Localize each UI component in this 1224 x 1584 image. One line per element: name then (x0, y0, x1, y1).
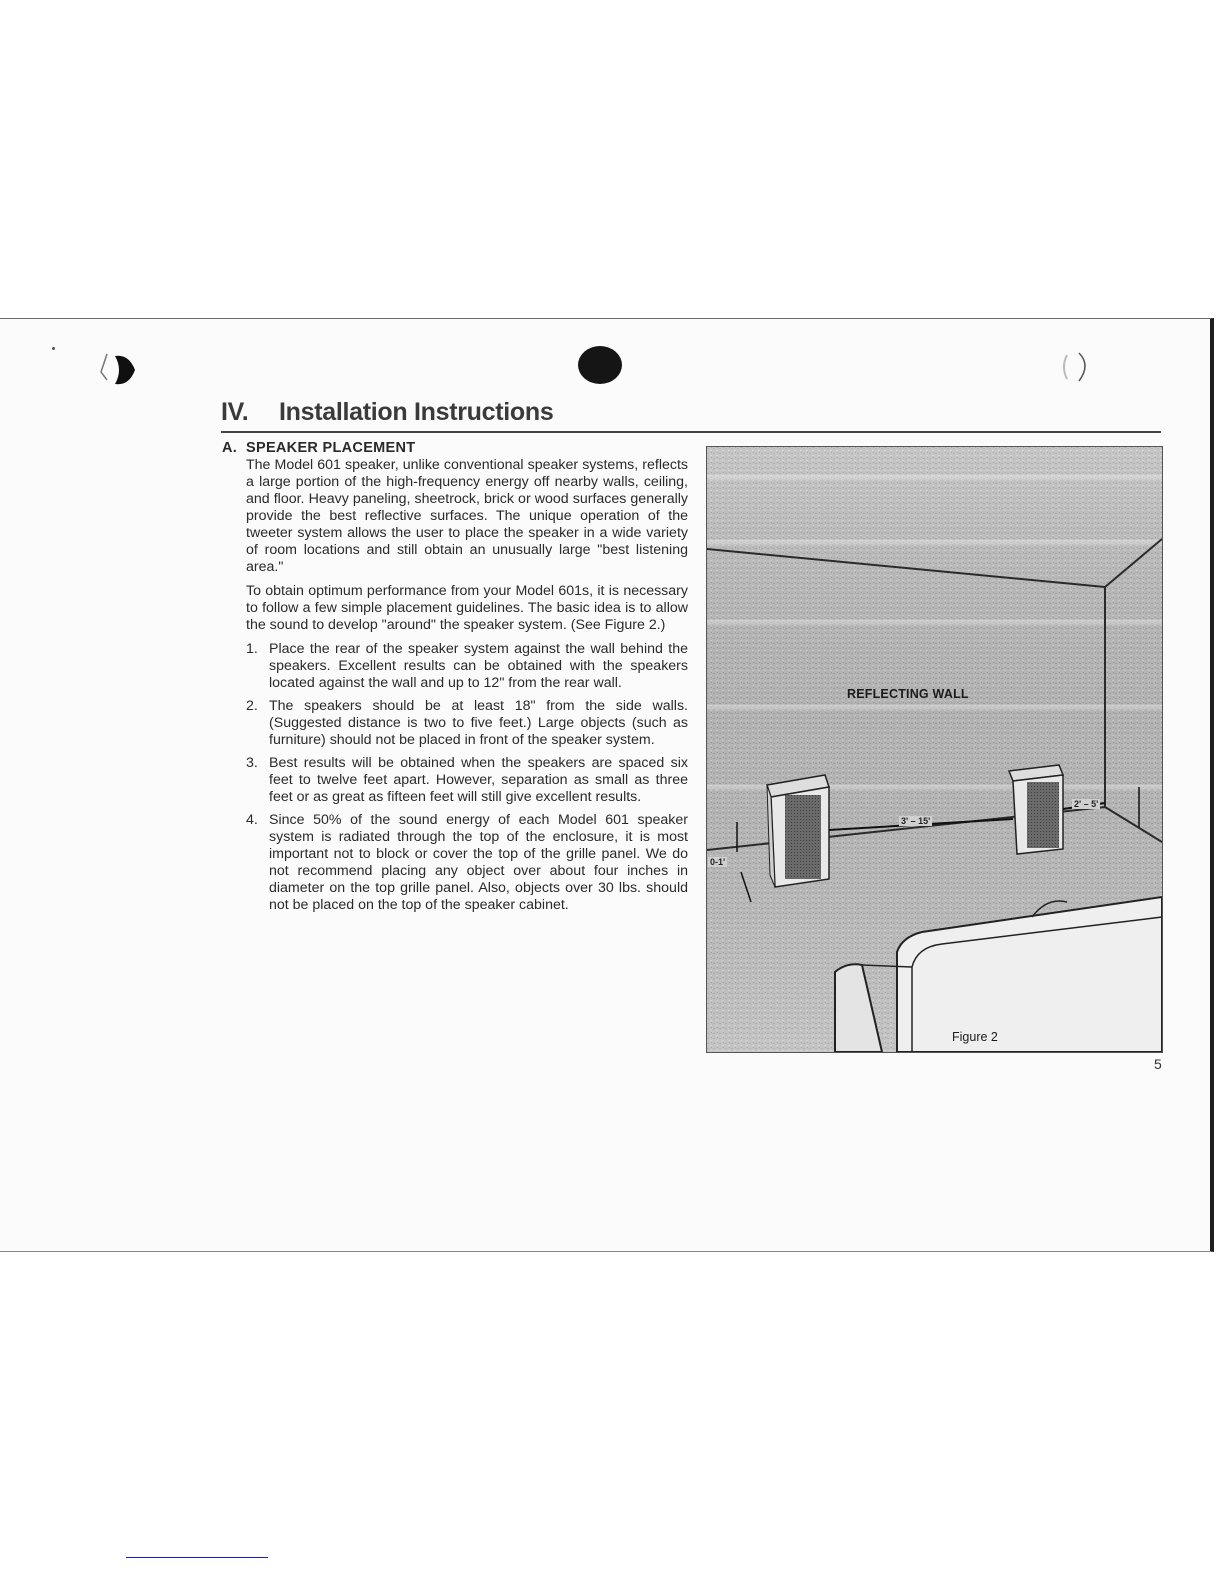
footer-underline (126, 1557, 268, 1558)
subsection-heading-text: SPEAKER PLACEMENT (246, 440, 416, 456)
section-title (221, 398, 553, 427)
step-number: 1. (246, 641, 258, 657)
placement-steps (246, 641, 688, 914)
binder-hole-center (578, 346, 622, 384)
step-item (246, 755, 688, 806)
section-number: IV. (221, 398, 249, 426)
figure-2-illustration (706, 446, 1163, 1053)
step-text: Best results will be obtained when the speakers are spaced six feet to twelve feet apart. However, separation as small as three feet or as great as fifteen feet will still give excellent results. (269, 755, 688, 805)
step-number: 4. (246, 812, 258, 828)
page-number: 5 (1154, 1056, 1162, 1072)
step-item (246, 698, 688, 749)
section-title-text: Installation Instructions (279, 398, 554, 426)
title-rule (221, 431, 1161, 433)
binder-hole-right (1053, 345, 1103, 390)
step-number: 2. (246, 698, 258, 714)
speaker-spacing-dimension: 3' – 15' (901, 816, 931, 826)
step-text: The speakers should be at least 18" from the side walls. (Suggested distance is two to five feet.) Large objects (such as furniture) should not be placed in front of the speaker system. (269, 698, 688, 748)
step-text: Since 50% of the sound energy of each Model 601 speaker system is radiated through the top of the enclosure, it is most important not to block or cover the top of the grille panel. We do not recommend placing any object over about four inches in diameter on the top grille panel. Also, objects over 30 lbs. should not be placed on the top of the speaker cabinet. (269, 812, 688, 913)
binder-hole-left (95, 350, 155, 390)
step-item (246, 812, 688, 914)
subsection-letter: A. (222, 440, 238, 456)
guidelines-paragraph: To obtain optimum performance from your Model 601s, it is necessary to follow a few simple placement guidelines. The basic idea is to allow the sound to develop "around" the speaker system. (See Figure 2.) (246, 583, 688, 633)
step-item (246, 641, 688, 692)
intro-paragraph: The Model 601 speaker, unlike conventional speaker systems, reflects a large portion of the high-frequency energy off nearby walls, ceiling, and floor. Heavy paneling, sheetrock, brick or wood surfaces generally provide the best reflective surfaces. The unique operation of the tweeter system allows the user to place the speaker in a wide variety of room locations and still obtain an unusually large "best listening area." (246, 457, 688, 575)
reflecting-wall-label: REFLECTING WALL (847, 687, 969, 701)
rear-wall-dimension: 0-1' (710, 857, 726, 867)
text-column (222, 440, 688, 920)
step-text: Place the rear of the speaker system against the wall behind the speakers. Excellent results can be obtained with the speakers located against the wall and up to 12" from the rear wall. (269, 641, 688, 691)
paper-speck (52, 347, 55, 350)
step-number: 3. (246, 755, 258, 771)
side-wall-dimension: 2' – 5' (1074, 799, 1099, 809)
subsection-heading (222, 440, 688, 457)
room-drawing (707, 447, 1162, 1052)
figure-caption: Figure 2 (952, 1030, 998, 1044)
